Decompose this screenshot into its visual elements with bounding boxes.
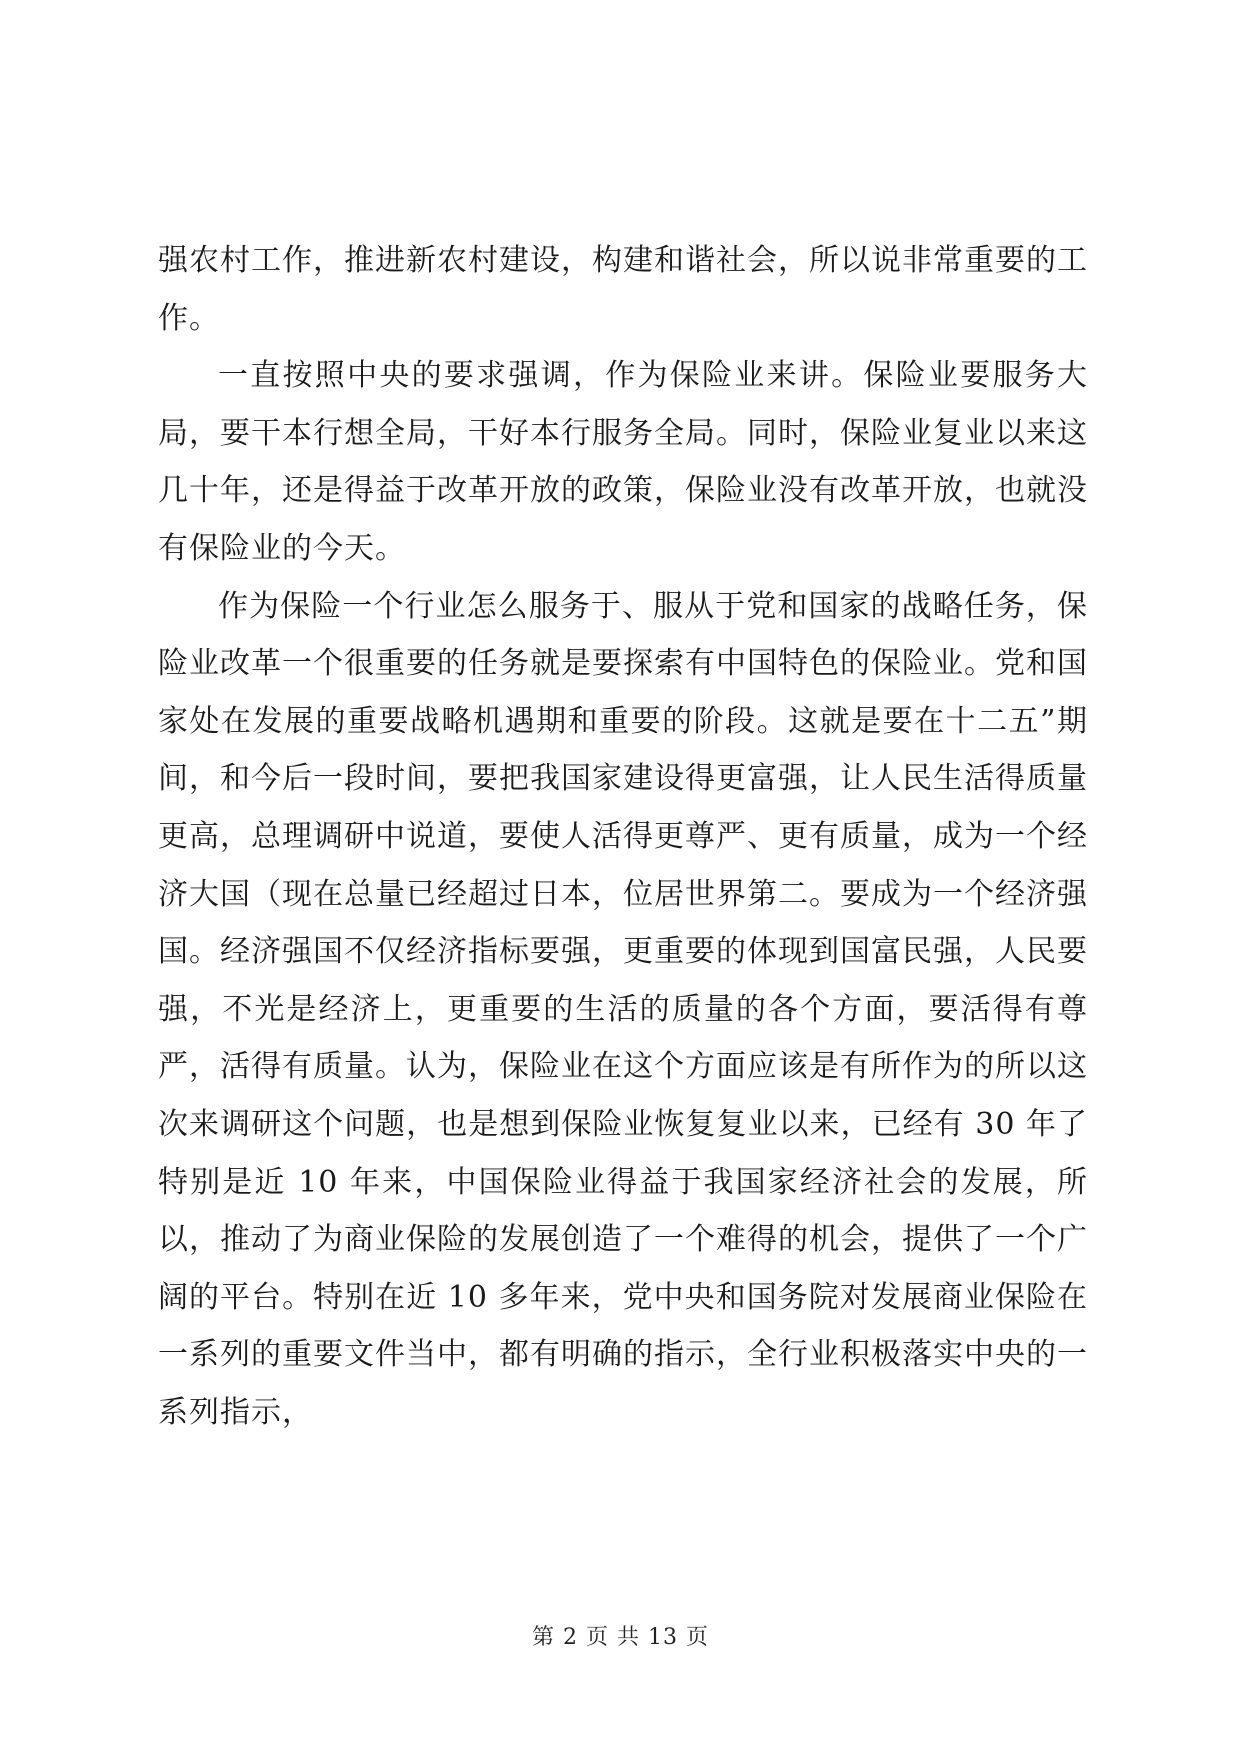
paragraph-1: 强农村工作，推进新农村建设，构建和谐社会，所以说非常重要的工作。 — [158, 243, 1088, 336]
document-body — [158, 232, 1088, 1441]
page-footer: 第 2 页 共 13 页 — [532, 1625, 709, 1650]
paragraph-3: 作为保险一个行业怎么服务于、服从于党和国家的战略任务，保险业改革一个很重要的任务就是要探索有中国特色的保险业。党和国家处在发展的重要战略机遇期和重要的阶段。这就是要在十二五”期间，和今后一段时间，要把我国家建设得更富强，让人民生活得质量更高，总理调研中说道，要使人活得更尊严、更有质量，成为一个经济大国（现在总量已经超过日本，位居世界第二。要成为一个经济强国。经济强国不仅经济指标要强，更重要的体现到国富民强，人民要强，不光是经济上，更重要的生活的质量的各个方面，要活得有尊严，活得有质量。认为，保险业在这个方面应该是有所作为的所以这次来调研这个问题，也是想到保险业恢复复业以来，已经有 30 年了特别是近 10 年来，中国保险业得益于我国家经济社会的发展，所以，推动了为商业保险的发展创造了一个难得的机会，提供了一个广阔的平台。特别在近 10 多年来，党中央和国务院对发展商业保险在一系列的重要文件当中，都有明确的指示，全行业积极落实中央的一系列指示， — [158, 588, 1088, 1430]
paragraph-2: 一直按照中央的要求强调，作为保险业来讲。保险业要服务大局，要干本行想全局，干好本行服务全局。同时，保险业复业以来这几十年，还是得益于改革开放的政策，保险业没有改革开放，也就没有保险业的今天。 — [158, 358, 1088, 566]
